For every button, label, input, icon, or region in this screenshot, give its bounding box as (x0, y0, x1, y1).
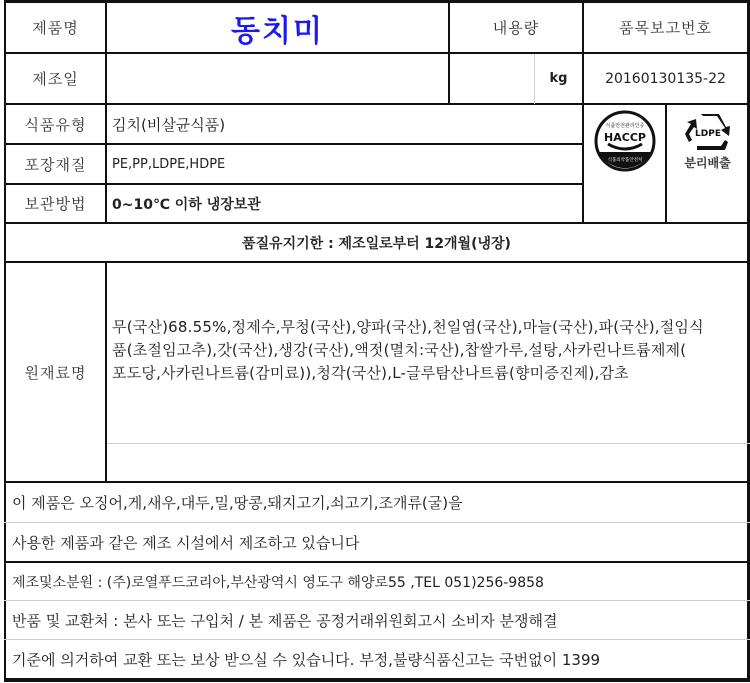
allergy-notice-line: 이 제품은 오징어,게,새우,대두,밀,땅콩,돼지고기,쇠고기,조개류(굴)을 (12, 494, 463, 512)
ingredients-line: 무(국산)68.55%,정제수,무청(국산),양파(국산),천일염(국산),마늘(국산),파(국산),절임식 (112, 318, 704, 336)
content-unit: kg (549, 71, 568, 86)
storage-value: 0~10℃ 이하 냉장보관 (112, 196, 261, 213)
svg-text:HACCP: HACCP (604, 131, 646, 144)
haccp-icon (586, 110, 664, 180)
food-type-value: 김치(비살균식품) (112, 115, 226, 134)
row-divider-thin (106, 443, 750, 444)
svg-text:식품의약품안전처: 식품의약품안전처 (607, 158, 643, 163)
svg-text:LDPE: LDPE (694, 129, 721, 139)
border-bottom (4, 678, 750, 682)
packaging-label: 포장재질 (24, 155, 87, 174)
mfg-date-label: 제조일 (32, 70, 79, 88)
food-label (4, 0, 750, 683)
col-divider (665, 104, 667, 223)
storage-label: 보관방법 (24, 195, 87, 213)
returns-info-line: 반품 및 교환처 : 본사 또는 구입처 / 본 제품은 공정거래위원회고시 소비자 분쟁해결 (12, 611, 558, 630)
row-divider (4, 261, 750, 263)
ingredients-label: 원재료명 (24, 363, 87, 382)
recycle-ldpe-icon (668, 112, 747, 182)
packaging-value: PE,PP,LDPE,HDPE (112, 156, 226, 172)
mfg-date-value (112, 54, 448, 103)
ingredients-text (112, 316, 747, 385)
recycle-arrows-icon (683, 112, 733, 152)
content-label: 내용량 (492, 19, 540, 37)
allergy-notice-line: 사용한 제품과 같은 제조 시설에서 제조하고 있습니다 (12, 533, 360, 552)
shelf-life: 품질유지기한 : 제조일로부터 12개월(냉장) (242, 235, 511, 252)
col-divider (105, 262, 107, 482)
report-no-value: 20160130135-22 (605, 70, 726, 87)
manufacturer-info: 제조및소분원 : (주)로열푸드코리아,부산광역시 영도구 해양로55 ,TEL 051)256-9858 (12, 574, 544, 591)
ingredients-line: 포도당,사카린나트륨(감미료)),청각(국산),L-글루탐산나트륨(향미증진제),감초 (112, 364, 629, 382)
product-name-value: 동치미 (231, 13, 324, 49)
recycle-caption: 분리배출 (684, 156, 731, 170)
product-name-label: 제품명 (32, 19, 79, 37)
ingredients-line: 품(초절임고추),갓(국산),생강(국산),액젓(멸치:국산),찹쌀가루,설탕,사카린나트륨제제( (112, 341, 687, 359)
returns-info-line: 기준에 의거하여 교환 또는 보상 받으실 수 있습니다. 부정,불량식품신고는 국번없이 1399 (12, 650, 601, 669)
food-type-label: 식품유형 (24, 115, 87, 134)
report-no-label: 품목보고번호 (619, 19, 712, 37)
haccp-badge-icon (594, 110, 656, 172)
svg-text:식품안전관리인증: 식품안전관리인증 (605, 123, 645, 129)
